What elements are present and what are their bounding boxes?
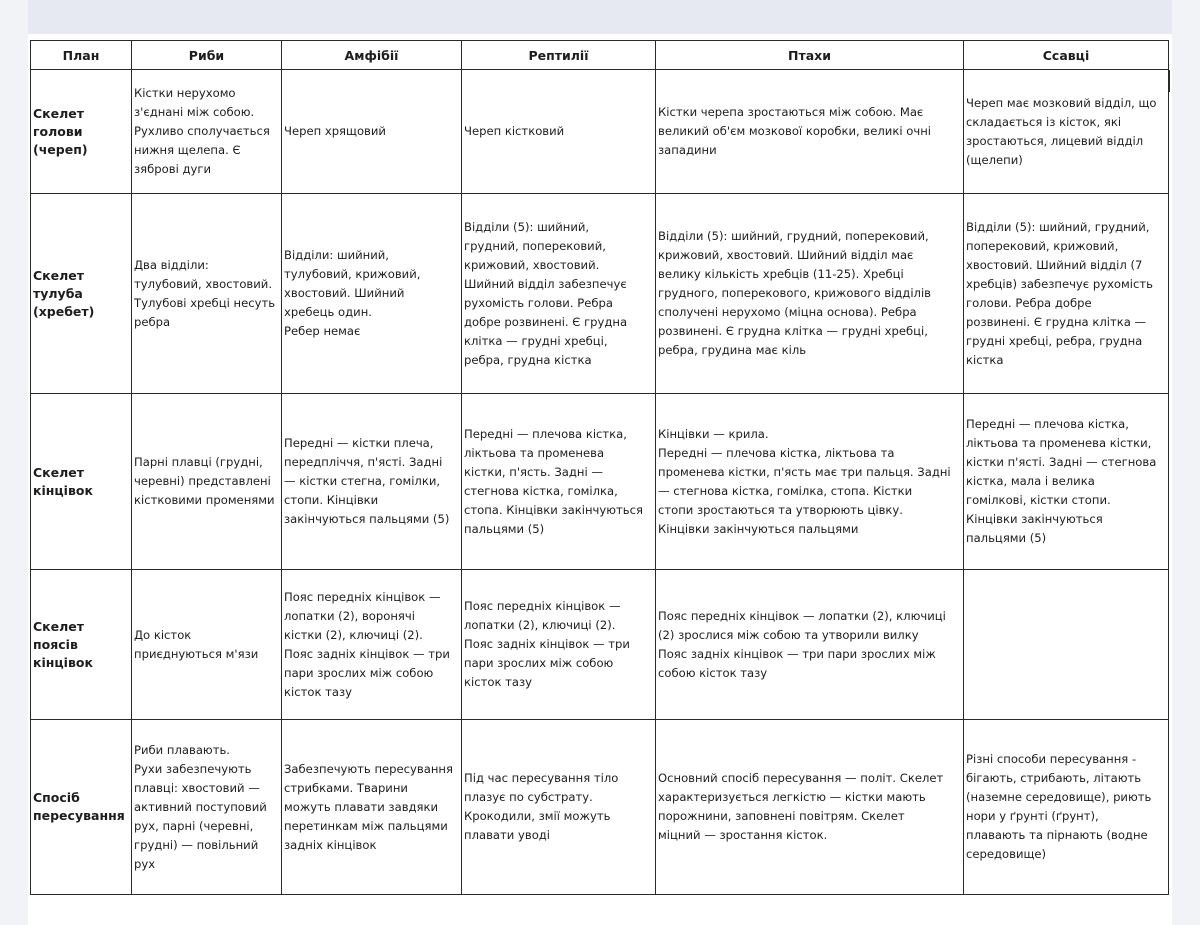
table-cell: Різні способи пересування - бігають, стрибають, літають (наземне середовище), риють нори у ґрунті (ґрунт), плавають та пірнають (водне середовище)	[964, 720, 1169, 895]
table-cell: Відділи (5): шийний, грудний, поперековий, крижовий, хвостовий. Шийний відділ має велику кількість хребців (11-25). Хребці грудного, поперекового, крижового відділів сполучені нерухомо (міцна основа). Ребра розвинені. Є грудна клітка — грудні хребці, ребра, грудина має кіль	[656, 194, 964, 394]
table-cell: Парні плавці (грудні, черевні) представлені кістковими променями	[132, 394, 282, 570]
table-cell	[964, 570, 1169, 720]
table-row-limbs	[31, 394, 1169, 570]
row-label: Скелет голови (череп)	[31, 70, 132, 194]
header-plan: План	[31, 41, 132, 70]
table-cell: Передні — плечова кістка, ліктьова та променева кістки, п'ясть. Задні — стегнова кістка, гомілка, стопа. Кінцівки закінчуються пальцями (5)	[462, 394, 656, 570]
header-row	[31, 41, 1169, 70]
header-reptiles: Рептилії	[462, 41, 656, 70]
table-cell: Пояс передніх кінцівок — лопатки (2), ключиці (2) зрослися між собою та утворили вилку Пояс задніх кінцівок — три пари зрослих між собою кісток тазу	[656, 570, 964, 720]
table-cell: Передні — плечова кістка, ліктьова та променева кістки, кістки п'ясті. Задні — стегнова кістка, мала і велика гомілкові, кістки стопи. Кінцівки закінчуються пальцями (5)	[964, 394, 1169, 570]
table-cell: Відділи (5): шийний, грудний, поперековий, крижовий, хвостовий. Шийний відділ (7 хребців) забезпечує рухомість голови. Ребра добре розвинені. Є грудна клітка — грудні хребці, ребра, грудна кістка	[964, 194, 1169, 394]
header-fish: Риби	[132, 41, 282, 70]
table-row-girdles	[31, 570, 1169, 720]
comparison-table	[30, 40, 1169, 895]
row-label: Скелет кінцівок	[31, 394, 132, 570]
table-cell: Основний спосіб пересування — політ. Скелет характеризується легкістю — кістки мають порожнини, заповнені повітрям. Скелет міцний — зростання кісток.	[656, 720, 964, 895]
table-cell: Два відділи: тулубовий, хвостовий. Тулубові хребці несуть ребра	[132, 194, 282, 394]
table-row-spine	[31, 194, 1169, 394]
table-cell: Забезпечують пересування стрибками. Тварини можуть плавати завдяки перетинкам між пальцями задніх кінцівок	[282, 720, 462, 895]
table-cell: До кісток приєднуються м'язи	[132, 570, 282, 720]
edge-rule	[1168, 70, 1170, 92]
table-cell: Пояс передніх кінцівок — лопатки (2), ключиці (2). Пояс задніх кінцівок — три пари зрослих між собою кісток тазу	[462, 570, 656, 720]
row-label: Спосіб пересування	[31, 720, 132, 895]
table-cell: Відділи (5): шийний, грудний, поперековий, крижовий, хвостовий. Шийний відділ забезпечує рухомість голови. Ребра добре розвинені. Є грудна клітка — грудні хребці, ребра, грудна кістка	[462, 194, 656, 394]
header-amphibians: Амфібії	[282, 41, 462, 70]
table-cell: Череп хрящовий	[282, 70, 462, 194]
table-cell: Під час пересування тіло плазує по субстрату. Крокодили, змії можуть плавати уводі	[462, 720, 656, 895]
table-cell: Риби плавають. Рухи забезпечують плавці: хвостовий — активний поступовий рух, парні (черевні, грудні) — повільний рух	[132, 720, 282, 895]
table-cell: Кістки нерухомо з'єднані між собою. Рухливо сполучається нижня щелепа. Є зяброві дуги	[132, 70, 282, 194]
table-cell: Кістки черепа зростаються між собою. Має великий об'єм мозкової коробки, великі очні западини	[656, 70, 964, 194]
table-cell: Пояс передніх кінцівок — лопатки (2), воронячі кістки (2), ключиці (2). Пояс задніх кінцівок — три пари зрослих між собою кісток тазу	[282, 570, 462, 720]
table-cell: Відділи: шийний, тулубовий, крижовий, хвостовий. Шийний хребець один. Ребер немає	[282, 194, 462, 394]
header-mammals: Ссавці	[964, 41, 1169, 70]
table-cell: Кінцівки — крила. Передні — плечова кістка, ліктьова та променева кістки, п'ясть має три пальця. Задні — стегнова кістка, гомілка, стопа. Кістки стопи зростаються та утворюють цівку. Кінцівки закінчуються пальцями	[656, 394, 964, 570]
top-band	[28, 0, 1172, 34]
table-row-skull	[31, 70, 1169, 194]
row-label: Скелет поясів кінцівок	[31, 570, 132, 720]
table-cell: Передні — кістки плеча, передпліччя, п'ясті. Задні — кістки стегна, гомілки, стопи. Кінцівки закінчуються пальцями (5)	[282, 394, 462, 570]
table-row-locomotion	[31, 720, 1169, 895]
header-birds: Птахи	[656, 41, 964, 70]
table-cell: Череп має мозковий відділ, що складається із кісток, які зростаються, лицевий відділ (щелепи)	[964, 70, 1169, 194]
row-label: Скелет тулуба (хребет)	[31, 194, 132, 394]
table-cell: Череп кістковий	[462, 70, 656, 194]
